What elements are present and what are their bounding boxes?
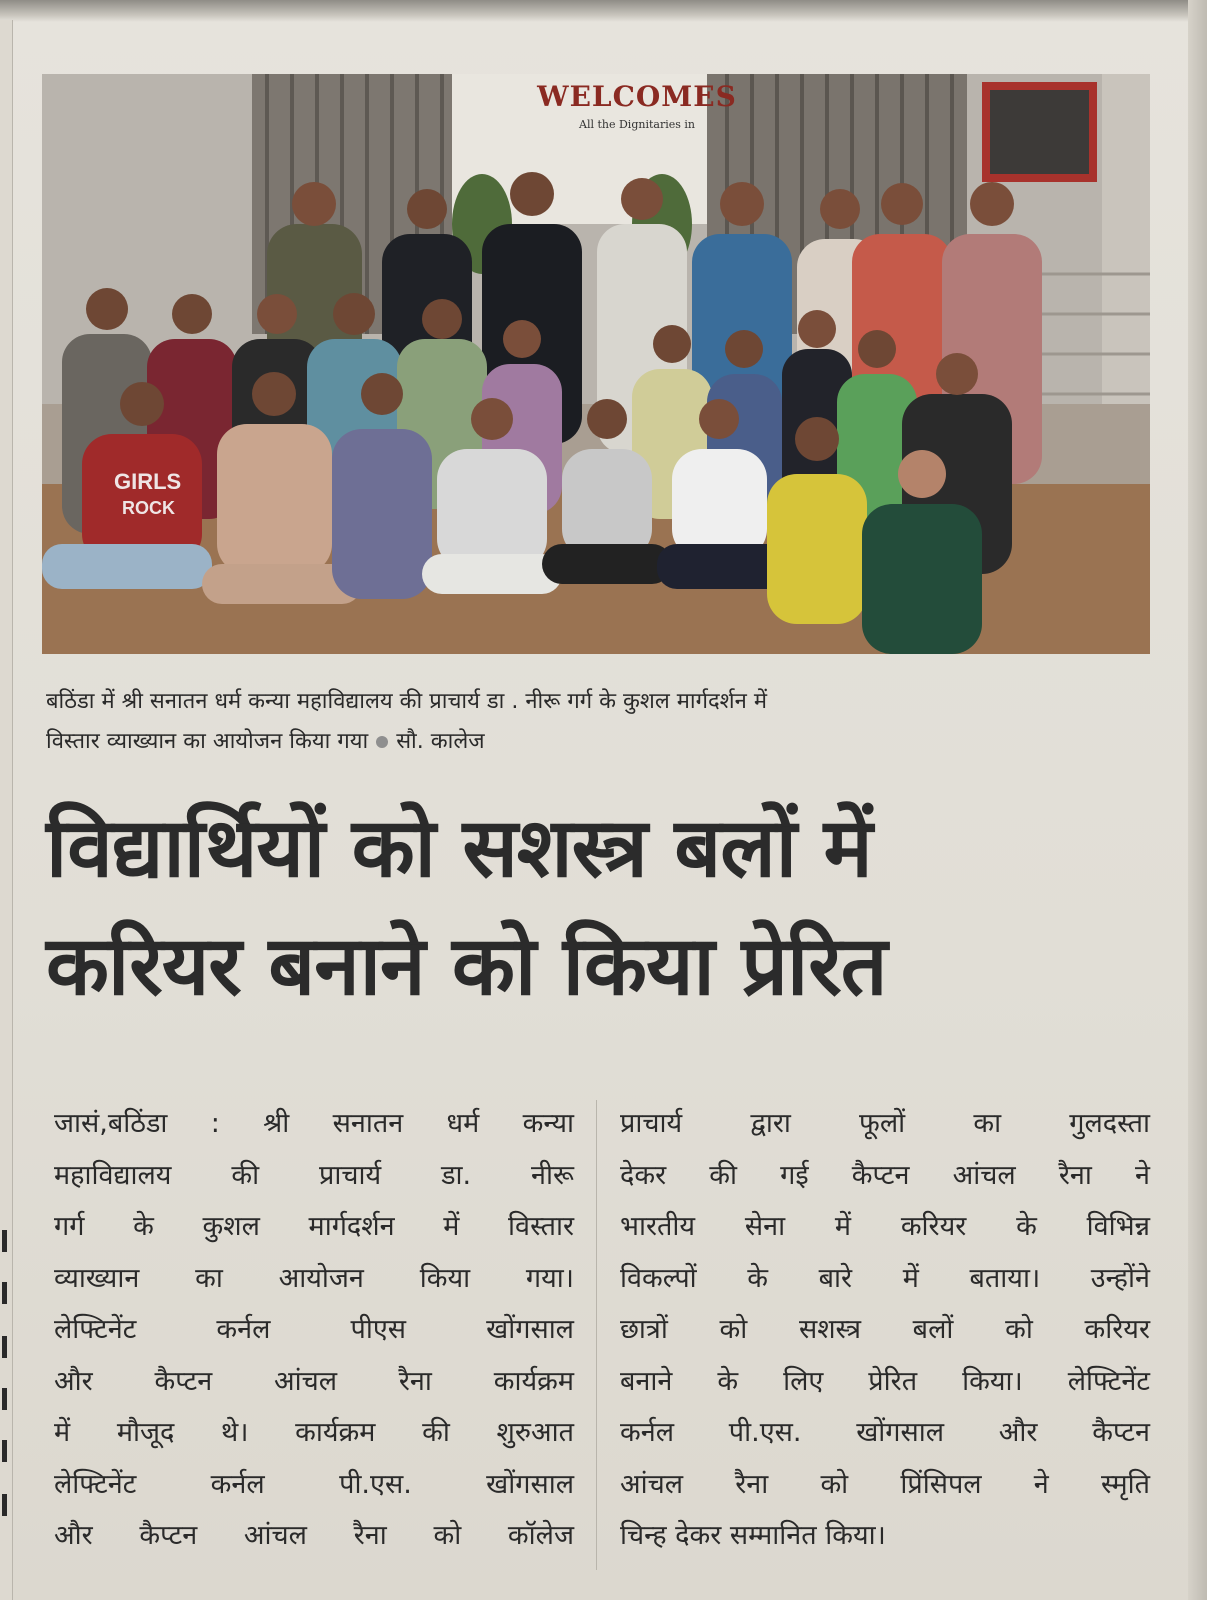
caption-line-2 <box>46 722 1156 762</box>
body-line: छात्रों को सशस्त्र बलों को करियर <box>620 1314 1150 1345</box>
page-top-shadow <box>0 0 1207 22</box>
body-line: बनाने के लिए प्रेरित किया। लेफ्टिनेंट <box>620 1365 1150 1397</box>
body-line: जासं,बठिंडा : श्री सनातन धर्म कन्या <box>54 1108 574 1139</box>
adjacent-column-edge <box>0 20 13 1600</box>
caption-line-1: बठिंडा में श्री सनातन धर्म कन्या महाविद्यालय की प्राचार्य डा . नीरू गर्ग के कुशल मार्गदर्शन में <box>46 689 767 714</box>
adjacent-text-fragment <box>2 1388 7 1410</box>
body-column-2 <box>620 1098 1150 1562</box>
body-line: लेफ्टिनेंट कर्नल पी.एस. खोंगसाल <box>54 1468 574 1500</box>
headline <box>46 790 1156 1026</box>
photo-caption <box>46 682 1156 762</box>
body-line: चिन्ह देकर सम्मानित किया। <box>620 1520 886 1551</box>
photo-illustration <box>42 74 1150 654</box>
adjacent-text-fragment <box>2 1336 7 1358</box>
headline-line-1: विद्यार्थियों को सशस्त्र बलों में <box>46 801 872 896</box>
body-line: महाविद्यालय की प्राचार्य डा. नीरू <box>54 1159 574 1191</box>
body-line: कर्नल पी.एस. खोंगसाल और कैप्टन <box>620 1417 1150 1448</box>
shirt-text-girls: GIRLS <box>114 469 182 494</box>
banner-title: WELCOMES <box>537 80 737 113</box>
headline-line-2: करियर बनाने को किया प्रेरित <box>46 919 887 1014</box>
caption-line-2-text: विस्तार व्याख्यान का आयोजन किया गया <box>46 729 369 754</box>
bullet-dot-icon <box>376 736 388 748</box>
page-right-edge <box>1188 0 1207 1600</box>
body-line: भारतीय सेना में करियर के विभिन्न <box>620 1211 1150 1242</box>
body-line: लेफ्टिनेंट कर्नल पीएस खोंगसाल <box>54 1314 574 1345</box>
adjacent-text-fragment <box>2 1440 7 1462</box>
body-line: आंचल रैना को प्रिंसिपल ने स्मृति <box>620 1468 1150 1500</box>
column-divider <box>596 1100 597 1570</box>
adjacent-text-fragment <box>2 1282 7 1304</box>
shirt-text-rock: ROCK <box>122 498 175 518</box>
body-line: देकर की गई कैप्टन आंचल रैना ने <box>620 1159 1150 1191</box>
group-photo <box>42 74 1150 654</box>
adjacent-text-fragment <box>2 1494 7 1516</box>
body-line: व्याख्यान का आयोजन किया गया। <box>54 1262 574 1294</box>
body-line: में मौजूद थे। कार्यक्रम की शुरुआत <box>54 1417 574 1448</box>
body-line: और कैप्टन आंचल रैना को कॉलेज <box>54 1520 574 1551</box>
body-line: और कैप्टन आंचल रैना कार्यक्रम <box>54 1365 574 1397</box>
body-column-1 <box>54 1098 574 1562</box>
body-line: प्राचार्य द्वारा फूलों का गुलदस्ता <box>620 1108 1150 1139</box>
banner-subtitle: All the Dignitaries in <box>579 118 695 131</box>
photo-credit: सौ. कालेज <box>396 729 485 754</box>
body-line: गर्ग के कुशल मार्गदर्शन में विस्तार <box>54 1211 574 1242</box>
body-line: विकल्पों के बारे में बताया। उन्होंने <box>620 1262 1150 1294</box>
adjacent-text-fragment <box>2 1230 7 1252</box>
